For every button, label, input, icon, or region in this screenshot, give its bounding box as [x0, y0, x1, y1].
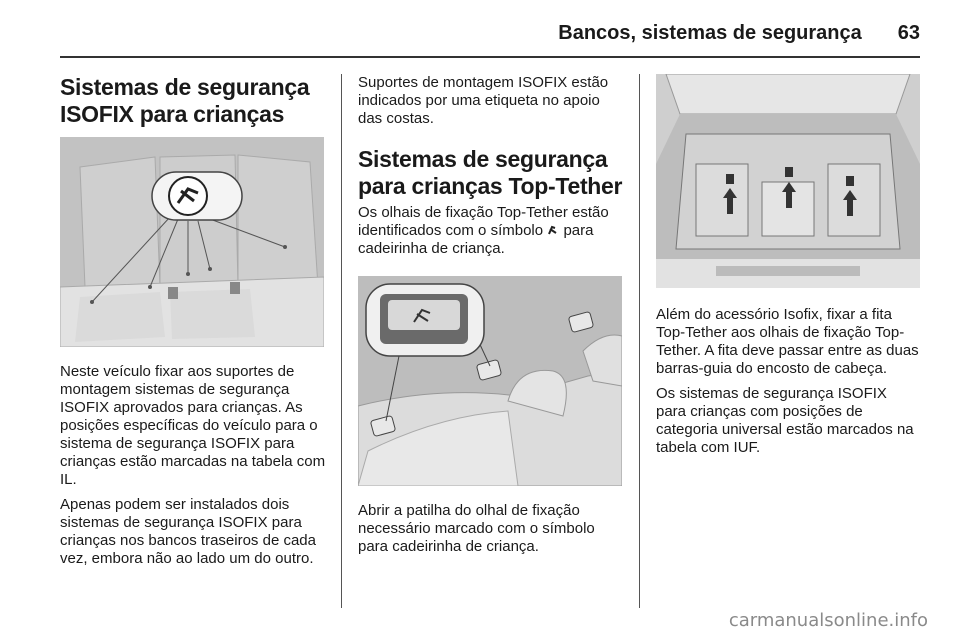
iuf-para: Os sistemas de segurança ISOFIX para crianças com posições de categoria universal estão marcados na tabela com IUF.	[656, 385, 914, 456]
isofix-seat-illustration	[60, 137, 324, 347]
top-tether-illustration	[358, 276, 622, 486]
top-tether-para-1-text: Os olhais de fixação Top-Tether estão identificados com o símbolo	[358, 204, 609, 239]
watermark: carmanualsonline.info	[728, 610, 928, 631]
isofix-seat-drawing	[60, 137, 324, 347]
child-seat-icon	[547, 223, 559, 235]
top-tether-para-1-end: para cadeirinha de criança.	[358, 222, 594, 257]
isofix-para-2: Apenas podem ser instalados dois sistemas de segurança ISOFIX para crianças nos bancos traseiros de cada vez, embora não ao lado um do outro.	[60, 496, 316, 567]
column-1	[60, 74, 326, 568]
isofix-heading: Sistemas de segurança ISOFIX para crianças	[60, 74, 310, 127]
column-divider-2	[639, 74, 640, 608]
column-3	[656, 74, 920, 457]
isofix-label-text: Suportes de montagem ISOFIX estão indicados por uma etiqueta no apoio das costas.	[358, 74, 609, 127]
trunk-illustration	[656, 74, 920, 288]
page-header	[60, 18, 920, 48]
trunk-drawing	[656, 74, 920, 288]
isofix-para-1: Neste veículo fixar aos suportes de montagem sistemas de segurança ISOFIX aprovados para crianças. As posições específicas do veículo para o sistema de segurança ISOFIX para crianças estão marcadas na tabela com IL.	[60, 363, 326, 488]
top-tether-para-1	[358, 204, 624, 258]
top-tether-heading: Sistemas de segurança para crianças Top-Tether	[358, 146, 623, 199]
column-2	[358, 74, 624, 556]
top-tether-drawing	[358, 276, 622, 486]
tether-strap-para: Além do acessório Isofix, fixar a fita Top-Tether aos olhais de fixação Top-Tether. A fita deve passar entre as duas barras-guia do encosto de cabeça.	[656, 306, 919, 377]
section-title: Bancos, sistemas de segurança	[558, 21, 862, 44]
page-number: 63	[897, 21, 920, 44]
header-rule	[60, 56, 920, 58]
column-divider-1	[341, 74, 342, 608]
top-tether-para-2: Abrir a patilha do olhal de fixação necessário marcado com o símbolo para cadeirinha de criança.	[358, 502, 595, 555]
